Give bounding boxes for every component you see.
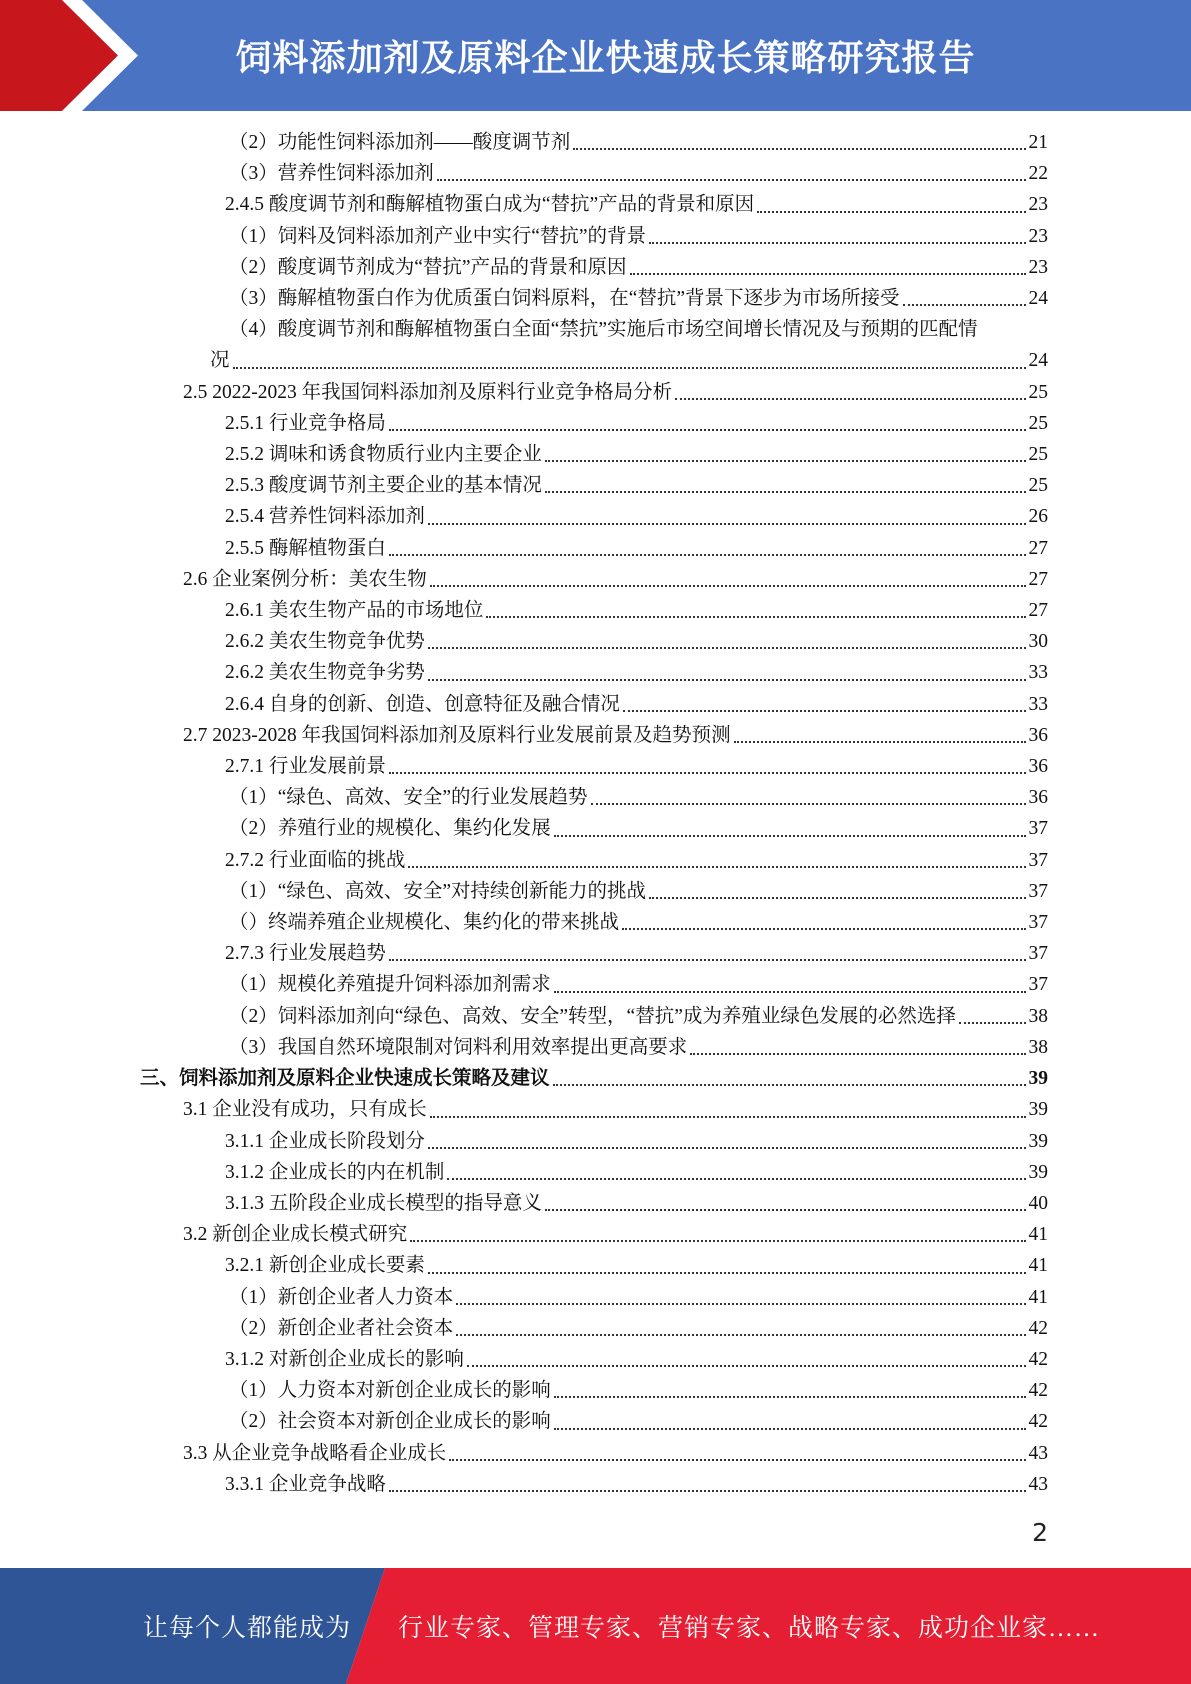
- page-number: 2: [1032, 1518, 1048, 1547]
- toc-entry[interactable]: [140, 969, 1048, 1000]
- toc-leader-dots: [573, 147, 1025, 150]
- toc-leader-dots: [545, 1208, 1026, 1211]
- toc-leader-dots: [428, 1146, 1026, 1149]
- toc-leader-dots: [437, 178, 1026, 181]
- toc-leader-dots: [428, 522, 1026, 525]
- toc-entry-label: 2.6 企业案例分析：美农生物: [183, 568, 427, 590]
- toc-entry-label: 3.3.1 企业竞争战略: [225, 1473, 386, 1495]
- toc-entry-page: 27: [1028, 600, 1048, 622]
- toc-leader-dots: [428, 1271, 1026, 1274]
- toc-entry[interactable]: [140, 533, 1048, 564]
- toc-entry[interactable]: [140, 1188, 1048, 1219]
- toc-entry-label: 2.7.3 行业发展趋势: [225, 943, 386, 965]
- toc-leader-dots: [467, 1364, 1026, 1367]
- toc-entry-page: 23: [1028, 256, 1048, 278]
- toc-entry-label: 2.7.1 行业发展前景: [225, 756, 386, 778]
- toc-entry-page: 33: [1028, 693, 1048, 715]
- toc-entry-label: 3.1.2 对新创企业成长的影响: [225, 1348, 464, 1370]
- toc-entry-page: 33: [1028, 662, 1048, 684]
- toc-leader-dots: [649, 241, 1025, 244]
- toc-entry-page: 21: [1028, 132, 1048, 153]
- toc-entry[interactable]: [140, 1438, 1048, 1469]
- toc-entry-page: 37: [1028, 880, 1048, 902]
- toc-entry[interactable]: [140, 252, 1048, 283]
- toc-entry-label: （1）规模化养殖提升饲料添加剂需求: [229, 974, 551, 996]
- toc-entry-label: 3.1.1 企业成长阶段划分: [225, 1130, 425, 1152]
- toc-entry-label: 2.5 2022-2023 年我国饲料添加剂及原料行业竞争格局分析: [183, 381, 673, 403]
- toc-entry-page: 42: [1028, 1411, 1048, 1433]
- toc-entry[interactable]: [140, 751, 1048, 782]
- toc-entry[interactable]: [140, 876, 1048, 907]
- toc-entry[interactable]: [140, 1032, 1048, 1063]
- toc-entry[interactable]: [140, 1375, 1048, 1406]
- toc-entry-label: 2.5.3 酸度调节剂主要企业的基本情况: [225, 475, 542, 497]
- toc-entry[interactable]: [140, 1406, 1048, 1437]
- toc-entry-label: 2.4.5 酸度调节剂和酶解植物蛋白成为“替抗”产品的背景和原因: [225, 194, 755, 216]
- toc-entry-label: （2）酸度调节剂成为“替抗”产品的背景和原因: [229, 256, 627, 278]
- toc-leader-dots: [554, 1427, 1026, 1430]
- toc-entry-page: 40: [1028, 1192, 1048, 1214]
- toc-entry[interactable]: [140, 158, 1048, 189]
- header-arrow-decoration: [0, 0, 150, 111]
- toc-entry-page: 27: [1028, 568, 1048, 590]
- toc-entry-page: 41: [1028, 1255, 1048, 1277]
- toc-entry[interactable]: [140, 782, 1048, 813]
- toc-entry[interactable]: [140, 1313, 1048, 1344]
- toc-leader-dots: [903, 303, 1026, 306]
- toc-entry-page: 41: [1028, 1224, 1048, 1246]
- toc-entry[interactable]: [140, 127, 1048, 158]
- toc-entry-page: 37: [1028, 912, 1048, 934]
- toc-entry[interactable]: [140, 283, 1048, 314]
- toc-entry[interactable]: [140, 1063, 1048, 1094]
- toc-entry-page: 23: [1028, 194, 1048, 216]
- toc-entry-label: 3.2 新创企业成长模式研究: [183, 1224, 408, 1246]
- toc-entry-page: 43: [1028, 1442, 1048, 1464]
- toc-entry-page: 36: [1028, 756, 1048, 778]
- footer-slogan-right: 行业专家、管理专家、营销专家、战略专家、成功企业家……: [398, 1615, 1101, 1642]
- toc-entry[interactable]: [140, 564, 1048, 595]
- toc-entry-label: 3.1.3 五阶段企业成长模型的指导意义: [225, 1192, 542, 1214]
- toc-entry-label: （2）新创企业者社会资本: [229, 1317, 454, 1339]
- toc-leader-dots: [389, 428, 1026, 431]
- toc-leader-dots: [408, 865, 1025, 868]
- page-title: 饲料添加剂及原料企业快速成长策略研究报告: [235, 38, 976, 79]
- toc-leader-dots: [545, 490, 1026, 493]
- toc-entry-label: （4）酸度调节剂和酶解植物蛋白全面“禁抗”实施后市场空间增长情况及与预期的匹配情: [229, 319, 978, 341]
- toc-entry-page: 38: [1028, 1036, 1048, 1058]
- toc-leader-dots: [486, 615, 1025, 618]
- toc-entry-page: 39: [1028, 1130, 1048, 1152]
- toc-entry-page: 42: [1028, 1348, 1048, 1370]
- toc-entry-label: （3）我国自然环境限制对饲料利用效率提出更高要求: [229, 1036, 688, 1058]
- toc-entry-label: （3）酶解植物蛋白作为优质蛋白饲料原料，在“替抗”背景下逐步为市场所接受: [229, 288, 900, 310]
- toc-entry-label: 三、饲料添加剂及原料企业快速成长策略及建议: [140, 1068, 550, 1090]
- toc-entry-page: 37: [1028, 974, 1048, 996]
- toc-entry-page: 37: [1028, 943, 1048, 965]
- toc-entry-label: 2.5.5 酶解植物蛋白: [225, 537, 386, 559]
- toc-entry-page: 41: [1028, 1286, 1048, 1308]
- toc-entry[interactable]: [140, 221, 1048, 252]
- toc-entry[interactable]: [140, 1219, 1048, 1250]
- toc-leader-dots: [428, 678, 1026, 681]
- toc-leader-dots: [554, 1395, 1026, 1398]
- toc-leader-dots: [447, 1177, 1025, 1180]
- toc-entry-label: 2.6.1 美农生物产品的市场地位: [225, 600, 484, 622]
- toc-leader-dots: [456, 1302, 1025, 1305]
- toc-entry-page: 25: [1028, 444, 1048, 466]
- toc-entry-label: 2.7.2 行业面临的挑战: [225, 849, 406, 871]
- toc-leader-dots: [430, 1115, 1026, 1118]
- toc-entry-label: 2.6.2 美农生物竞争优势: [225, 631, 425, 653]
- toc-entry[interactable]: [140, 1126, 1048, 1157]
- toc-entry[interactable]: [140, 626, 1048, 657]
- toc-entry[interactable]: [140, 1469, 1048, 1500]
- toc-entry[interactable]: [140, 189, 1048, 220]
- toc-entry[interactable]: [140, 408, 1048, 439]
- toc-entry-page: 42: [1028, 1317, 1048, 1339]
- toc-entry-label: 3.3 从企业竞争战略看企业成长: [183, 1442, 447, 1464]
- toc-leader-dots: [430, 584, 1026, 587]
- toc-leader-dots: [389, 553, 1026, 556]
- toc-leader-dots: [449, 1458, 1025, 1461]
- toc-entry[interactable]: [140, 1250, 1048, 1281]
- toc-entry[interactable]: [140, 845, 1048, 876]
- toc-entry-label: （3）营养性饲料添加剂: [229, 163, 434, 185]
- toc-leader-dots: [428, 646, 1026, 649]
- toc-leader-dots: [690, 1052, 1025, 1055]
- toc-entry[interactable]: [140, 470, 1048, 501]
- toc-entry[interactable]: [140, 813, 1048, 844]
- toc-entry[interactable]: [140, 720, 1048, 751]
- toc-leader-dots: [389, 1489, 1026, 1492]
- toc-leader-dots: [630, 272, 1026, 275]
- toc-leader-dots: [389, 771, 1026, 774]
- toc-entry[interactable]: [140, 501, 1048, 532]
- toc-leader-dots: [410, 1239, 1025, 1242]
- toc-entry-label: （2）养殖行业的规模化、集约化发展: [229, 818, 551, 840]
- toc-entry-page: 39: [1028, 1161, 1048, 1183]
- table-of-contents: [140, 127, 1048, 1500]
- toc-entry-page: 37: [1028, 818, 1048, 840]
- toc-leader-dots: [545, 459, 1026, 462]
- toc-leader-dots: [734, 740, 1026, 743]
- toc-entry-page: 42: [1028, 1380, 1048, 1402]
- toc-entry-page: 36: [1028, 787, 1048, 809]
- toc-entry-label: （1）饲料及饲料添加剂产业中实行“替抗”的背景: [229, 225, 647, 247]
- toc-leader-dots: [675, 397, 1025, 400]
- toc-leader-dots: [389, 958, 1026, 961]
- toc-entry[interactable]: [140, 1157, 1048, 1188]
- toc-entry-continuation: [210, 345, 1048, 376]
- toc-leader-dots: [456, 1333, 1025, 1336]
- toc-leader-dots: [959, 1021, 1026, 1024]
- toc-entry-page: 23: [1028, 225, 1048, 247]
- toc-entry-label: 2.6.4 自身的创新、创造、创意特征及融合情况: [225, 693, 620, 715]
- page-header: [0, 0, 1191, 111]
- toc-entry-page: 25: [1028, 475, 1048, 497]
- toc-entry-label: （1）人力资本对新创企业成长的影响: [229, 1380, 551, 1402]
- toc-entry[interactable]: [140, 1001, 1048, 1032]
- toc-entry-label: （）终端养殖企业规模化、集约化的带来挑战: [229, 912, 620, 934]
- footer-slogan-left: 让每个人都能成为: [143, 1615, 352, 1642]
- toc-entry-label: （2）饲料添加剂向“绿色、高效、安全”转型，“替抗”成为养殖业绿色发展的必然选择: [229, 1005, 956, 1027]
- toc-entry[interactable]: [140, 689, 1048, 720]
- toc-entry[interactable]: [140, 657, 1048, 688]
- toc-entry[interactable]: [140, 1282, 1048, 1313]
- toc-leader-dots: [233, 366, 1026, 369]
- toc-entry-label: 3.1.2 企业成长的内在机制: [225, 1161, 445, 1183]
- toc-entry[interactable]: [140, 377, 1048, 408]
- toc-entry-page: 36: [1028, 724, 1048, 746]
- toc-entry-label: 2.6.2 美农生物竞争劣势: [225, 662, 425, 684]
- page-footer: [0, 1568, 1191, 1684]
- toc-entry-label: 2.5.4 营养性饲料添加剂: [225, 506, 425, 528]
- toc-leader-dots: [649, 896, 1025, 899]
- toc-entry[interactable]: [140, 907, 1048, 938]
- toc-leader-dots: [554, 990, 1026, 993]
- toc-leader-dots: [622, 927, 1025, 930]
- toc-leader-dots: [591, 802, 1026, 805]
- toc-entry-label: 3.1 企业没有成功，只有成长: [183, 1099, 427, 1121]
- toc-entry[interactable]: [140, 938, 1048, 969]
- toc-entry-page: 43: [1028, 1473, 1048, 1495]
- toc-entry-label: （2）社会资本对新创企业成长的影响: [229, 1411, 551, 1433]
- toc-entry-label: 3.2.1 新创企业成长要素: [225, 1255, 425, 1277]
- toc-entry-label: 2.5.2 调味和诱食物质行业内主要企业: [225, 444, 542, 466]
- toc-entry-label: 2.7 2023-2028 年我国饲料添加剂及原料行业发展前景及趋势预测: [183, 724, 731, 746]
- toc-entry-label: 2.5.1 行业竞争格局: [225, 412, 386, 434]
- toc-entry-label: （1）新创企业者人力资本: [229, 1286, 454, 1308]
- toc-entry-page: 27: [1028, 537, 1048, 559]
- toc-entry-page: 26: [1028, 506, 1048, 528]
- toc-entry[interactable]: [140, 439, 1048, 470]
- toc-entry-label: （1）“绿色、高效、安全”的行业发展趋势: [229, 787, 588, 809]
- toc-entry[interactable]: [140, 595, 1048, 626]
- toc-entry-page: 22: [1028, 163, 1048, 185]
- toc-entry-page: 37: [1028, 849, 1048, 871]
- toc-entry-label: （2）功能性饲料添加剂——酸度调节剂: [229, 132, 571, 153]
- toc-leader-dots: [554, 834, 1026, 837]
- toc-entry-page: 25: [1028, 381, 1048, 403]
- toc-entry-label-continued: 况: [210, 350, 230, 372]
- toc-leader-dots: [553, 1083, 1026, 1086]
- toc-leader-dots: [623, 709, 1026, 712]
- toc-entry-page: 39: [1028, 1099, 1048, 1121]
- toc-entry[interactable]: [140, 314, 1048, 376]
- toc-entry[interactable]: [140, 1094, 1048, 1125]
- toc-entry-page: 38: [1028, 1005, 1048, 1027]
- toc-entry-page: 30: [1028, 631, 1048, 653]
- toc-entry-page: 24: [1028, 288, 1048, 310]
- toc-entry-label: （1）“绿色、高效、安全”对持续创新能力的挑战: [229, 880, 647, 902]
- toc-entry-page: 24: [1028, 350, 1048, 372]
- toc-entry[interactable]: [140, 1344, 1048, 1375]
- toc-entry-page: 25: [1028, 412, 1048, 434]
- toc-leader-dots: [757, 210, 1025, 213]
- toc-entry-page: 39: [1028, 1068, 1048, 1090]
